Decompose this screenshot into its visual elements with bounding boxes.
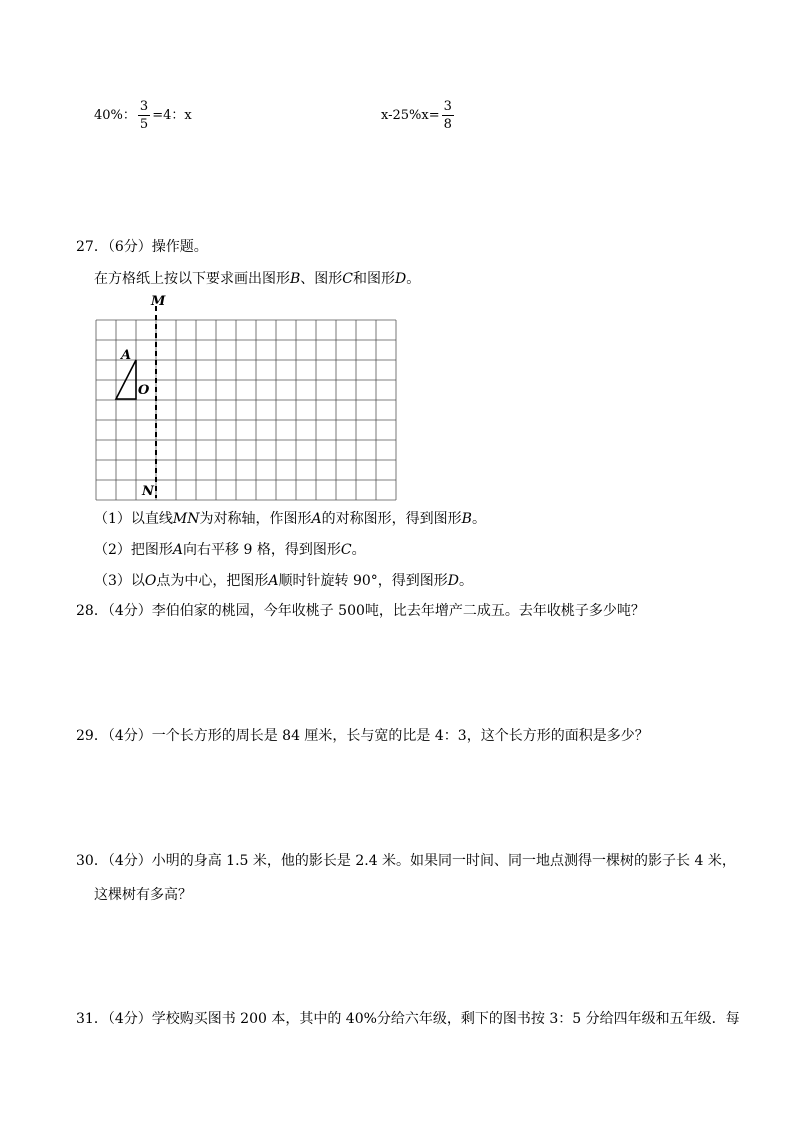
question-29: 29．（4分）一个长方形的周长是 84 厘米，长与宽的比是 4：3，这个长方形的面积是多少？	[76, 728, 649, 744]
sub-text: （3）以	[94, 573, 145, 589]
sub-text: 点为中心，把图形	[156, 573, 269, 589]
instruction-text: 、图形	[300, 271, 343, 287]
label-b: B	[290, 271, 301, 287]
label-mn: MN	[172, 511, 200, 527]
sub-text: 。	[471, 511, 486, 527]
sub-text: 向右平移 9 格，得到图形	[183, 542, 341, 558]
equation-1-prefix: 40%：	[94, 108, 136, 123]
label-b-ref: B	[461, 511, 472, 527]
triangle-a	[116, 360, 136, 399]
question-27-sub-1	[94, 508, 486, 528]
sub-text: 为对称轴，作图形	[199, 511, 312, 527]
sub-text: 顺时针旋转 90°，得到图形	[278, 573, 448, 589]
instruction-text: 在方格纸上按以下要求画出图形	[94, 271, 290, 287]
label-d: D	[395, 271, 407, 287]
question-27-instruction	[94, 268, 420, 288]
question-31-line-1: 31．（4分）学校购买图书 200 本，其中的 40%分给六年级，剩下的图书按 3：5 分给四年级和五年级．每	[76, 1011, 740, 1027]
question-27-sub-2	[94, 539, 366, 559]
instruction-text: 和图形	[353, 271, 396, 287]
fraction-numerator: 3	[443, 99, 452, 114]
label-m: M	[151, 294, 166, 309]
question-27-title: 27．（6分）操作题。	[76, 239, 208, 255]
label-o: O	[138, 383, 150, 398]
sub-text: （2）把图形	[94, 542, 173, 558]
equation-2-prefix: x-25%x=	[381, 108, 440, 123]
instruction-text: 。	[406, 271, 421, 287]
fraction-numerator: 3	[139, 99, 149, 114]
label-n: N	[142, 484, 154, 499]
question-30-line-1: 30．（4分）小明的身高 1.5 米，他的影长是 2.4 米。如果同一时间、同一地点测得一棵树的影子长 4 米，	[76, 853, 736, 869]
equation-2	[381, 100, 456, 131]
fraction-3-5	[138, 100, 150, 131]
grid-lines	[96, 320, 396, 500]
question-30-line-2: 这棵树有多高？	[94, 887, 192, 903]
sub-text: 的对称图形，得到图形	[321, 511, 462, 527]
label-a-ref: A	[268, 573, 279, 589]
sub-text: 。	[351, 542, 366, 558]
label-c: C	[342, 271, 354, 287]
label-d-ref: D	[447, 573, 460, 589]
fraction-denominator: 8	[443, 117, 452, 132]
grid-figure	[86, 292, 406, 502]
label-c-ref: C	[340, 542, 352, 558]
question-28: 28．（4分）李伯伯家的桃园，今年收桃子 500吨，比去年增产二成五。去年收桃子多少吨？	[76, 603, 645, 619]
label-a-ref: A	[172, 542, 184, 558]
fraction-denominator: 5	[139, 117, 149, 132]
label-a: A	[121, 348, 132, 363]
fraction-3-8	[442, 100, 454, 131]
equation-1	[94, 100, 192, 131]
sub-text: 。	[459, 573, 474, 589]
label-a-ref: A	[311, 511, 322, 527]
question-27-sub-3	[94, 570, 473, 590]
sub-text: （1）以直线	[94, 511, 173, 527]
equation-1-suffix: =4：x	[152, 108, 192, 123]
label-o-ref: O	[144, 573, 157, 589]
